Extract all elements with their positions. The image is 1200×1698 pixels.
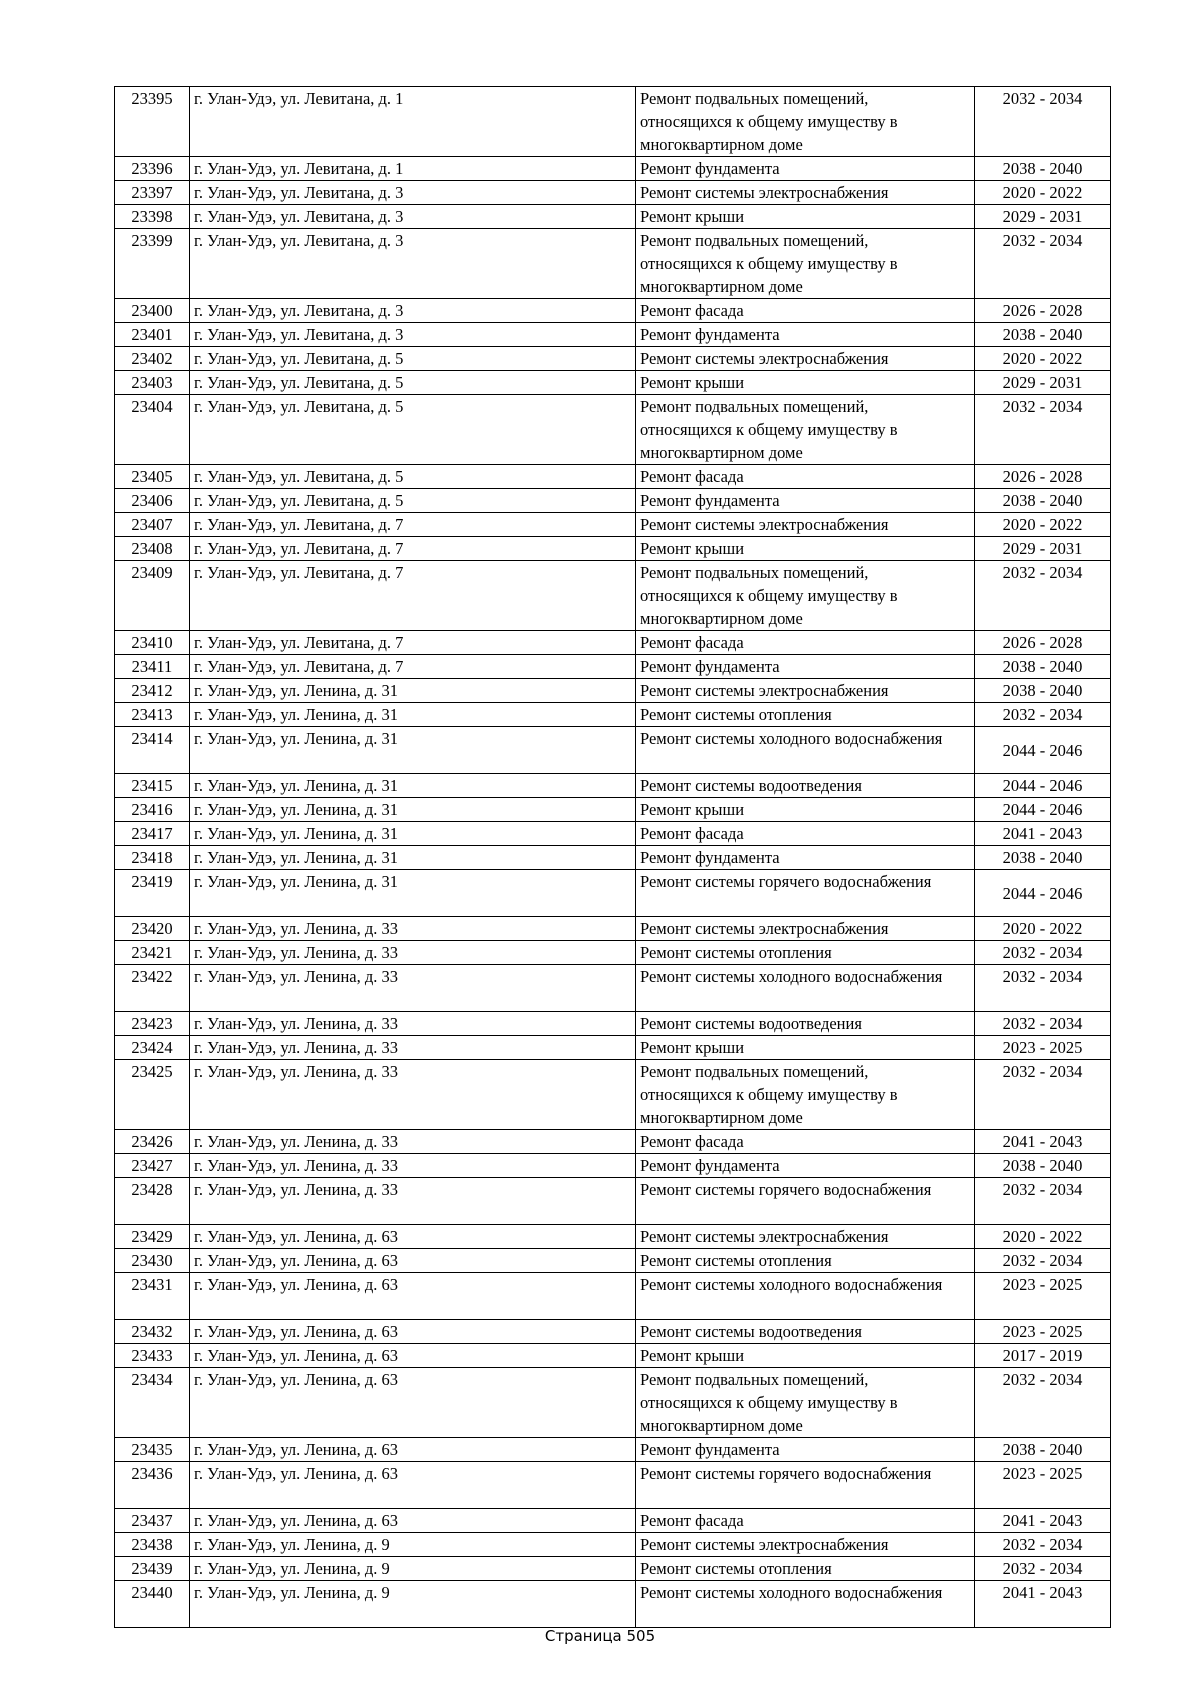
work-type-cell bbox=[636, 181, 975, 205]
work-type-line: относящихся к общему имуществу в bbox=[640, 1085, 898, 1104]
page-number: Страница 505 bbox=[544, 1627, 656, 1645]
row-number: 23439 bbox=[115, 1557, 190, 1581]
address-cell: г. Улан-Удэ, ул. Ленина, д. 31 bbox=[190, 822, 636, 846]
address-cell: г. Улан-Удэ, ул. Ленина, д. 33 bbox=[190, 1012, 636, 1036]
period-cell: 2038 - 2040 bbox=[975, 489, 1111, 513]
period-cell: 2038 - 2040 bbox=[975, 1154, 1111, 1178]
period-cell: 2023 - 2025 bbox=[975, 1462, 1111, 1509]
table-row bbox=[115, 1462, 1111, 1509]
period-cell: 2026 - 2028 bbox=[975, 631, 1111, 655]
row-number: 23424 bbox=[115, 1036, 190, 1060]
period-cell: 2032 - 2034 bbox=[975, 965, 1111, 1012]
work-type-cell bbox=[636, 1368, 975, 1438]
address-cell: г. Улан-Удэ, ул. Левитана, д. 1 bbox=[190, 157, 636, 181]
row-number: 23432 bbox=[115, 1320, 190, 1344]
table-row bbox=[115, 679, 1111, 703]
table-row bbox=[115, 1060, 1111, 1130]
work-type-cell bbox=[636, 1509, 975, 1533]
table-row bbox=[115, 465, 1111, 489]
work-type-line: многоквартирном доме bbox=[640, 277, 803, 296]
period-cell: 2044 - 2046 bbox=[975, 870, 1111, 917]
work-type-line: Ремонт фасада bbox=[640, 467, 744, 486]
address-cell: г. Улан-Удэ, ул. Ленина, д. 63 bbox=[190, 1344, 636, 1368]
table-body bbox=[115, 87, 1111, 1628]
work-type-cell bbox=[636, 727, 975, 774]
row-number: 23430 bbox=[115, 1249, 190, 1273]
table-row bbox=[115, 631, 1111, 655]
address-cell: г. Улан-Удэ, ул. Левитана, д. 7 bbox=[190, 513, 636, 537]
work-type-line: Ремонт крыши bbox=[640, 1038, 745, 1057]
table-row bbox=[115, 299, 1111, 323]
work-type-line: Ремонт системы холодного водоснабжения bbox=[640, 1583, 943, 1602]
period-cell: 2020 - 2022 bbox=[975, 513, 1111, 537]
period-cell: 2017 - 2019 bbox=[975, 1344, 1111, 1368]
row-number: 23405 bbox=[115, 465, 190, 489]
work-type-line: Ремонт фундамента bbox=[640, 1440, 780, 1459]
row-number: 23406 bbox=[115, 489, 190, 513]
address-cell: г. Улан-Удэ, ул. Левитана, д. 7 bbox=[190, 537, 636, 561]
period-cell: 2026 - 2028 bbox=[975, 465, 1111, 489]
address-cell: г. Улан-Удэ, ул. Левитана, д. 5 bbox=[190, 489, 636, 513]
address-cell: г. Улан-Удэ, ул. Ленина, д. 63 bbox=[190, 1462, 636, 1509]
work-type-cell bbox=[636, 846, 975, 870]
work-type-line: Ремонт системы отопления bbox=[640, 1251, 832, 1270]
row-number: 23397 bbox=[115, 181, 190, 205]
row-number: 23414 bbox=[115, 727, 190, 774]
address-cell: г. Улан-Удэ, ул. Левитана, д. 3 bbox=[190, 205, 636, 229]
table-row bbox=[115, 513, 1111, 537]
table-row bbox=[115, 1154, 1111, 1178]
work-type-line: Ремонт системы водоотведения bbox=[640, 776, 862, 795]
table-row bbox=[115, 1320, 1111, 1344]
period-cell: 2029 - 2031 bbox=[975, 371, 1111, 395]
work-type-line: относящихся к общему имуществу в bbox=[640, 254, 898, 273]
work-type-cell bbox=[636, 299, 975, 323]
work-type-line: многоквартирном доме bbox=[640, 609, 803, 628]
work-type-line: Ремонт крыши bbox=[640, 207, 745, 226]
work-type-line: Ремонт подвальных помещений, bbox=[640, 1370, 869, 1389]
table-row bbox=[115, 1178, 1111, 1225]
address-cell: г. Улан-Удэ, ул. Ленина, д. 33 bbox=[190, 917, 636, 941]
row-number: 23438 bbox=[115, 1533, 190, 1557]
work-type-line: Ремонт подвальных помещений, bbox=[640, 563, 869, 582]
address-cell: г. Улан-Удэ, ул. Ленина, д. 31 bbox=[190, 798, 636, 822]
address-cell: г. Улан-Удэ, ул. Ленина, д. 9 bbox=[190, 1581, 636, 1628]
table-row bbox=[115, 561, 1111, 631]
period-cell: 2038 - 2040 bbox=[975, 157, 1111, 181]
table-row bbox=[115, 157, 1111, 181]
work-type-cell bbox=[636, 631, 975, 655]
work-type-cell bbox=[636, 1060, 975, 1130]
work-type-cell bbox=[636, 870, 975, 917]
work-type-cell bbox=[636, 1320, 975, 1344]
period-cell: 2032 - 2034 bbox=[975, 1060, 1111, 1130]
period-cell: 2032 - 2034 bbox=[975, 941, 1111, 965]
work-type-line: Ремонт фундамента bbox=[640, 1156, 780, 1175]
address-cell: г. Улан-Удэ, ул. Ленина, д. 31 bbox=[190, 846, 636, 870]
work-type-line: Ремонт системы электроснабжения bbox=[640, 515, 889, 534]
row-number: 23417 bbox=[115, 822, 190, 846]
work-type-line: относящихся к общему имуществу в bbox=[640, 112, 898, 131]
work-type-line: Ремонт системы горячего водоснабжения bbox=[640, 1180, 932, 1199]
work-type-cell bbox=[636, 1533, 975, 1557]
table-row bbox=[115, 1509, 1111, 1533]
table-row bbox=[115, 727, 1111, 774]
row-number: 23425 bbox=[115, 1060, 190, 1130]
work-type-cell bbox=[636, 1344, 975, 1368]
table-row bbox=[115, 1249, 1111, 1273]
address-cell: г. Улан-Удэ, ул. Ленина, д. 31 bbox=[190, 703, 636, 727]
work-type-line: многоквартирном доме bbox=[640, 1416, 803, 1435]
period-cell: 2032 - 2034 bbox=[975, 561, 1111, 631]
address-cell: г. Улан-Удэ, ул. Ленина, д. 33 bbox=[190, 965, 636, 1012]
row-number: 23402 bbox=[115, 347, 190, 371]
work-type-cell bbox=[636, 703, 975, 727]
period-cell: 2032 - 2034 bbox=[975, 1012, 1111, 1036]
work-type-line: многоквартирном доме bbox=[640, 135, 803, 154]
row-number: 23440 bbox=[115, 1581, 190, 1628]
work-type-cell bbox=[636, 323, 975, 347]
table-row bbox=[115, 1225, 1111, 1249]
work-type-line: Ремонт системы отопления bbox=[640, 943, 832, 962]
address-cell: г. Улан-Удэ, ул. Ленина, д. 33 bbox=[190, 1036, 636, 1060]
row-number: 23407 bbox=[115, 513, 190, 537]
row-number: 23409 bbox=[115, 561, 190, 631]
work-type-line: Ремонт системы горячего водоснабжения bbox=[640, 872, 932, 891]
address-cell: г. Улан-Удэ, ул. Ленина, д. 33 bbox=[190, 1178, 636, 1225]
table-row bbox=[115, 1533, 1111, 1557]
period-cell: 2044 - 2046 bbox=[975, 727, 1111, 774]
period-cell: 2032 - 2034 bbox=[975, 1249, 1111, 1273]
row-number: 23410 bbox=[115, 631, 190, 655]
row-number: 23418 bbox=[115, 846, 190, 870]
work-type-cell bbox=[636, 679, 975, 703]
period-cell: 2020 - 2022 bbox=[975, 917, 1111, 941]
work-type-line: относящихся к общему имуществу в bbox=[640, 420, 898, 439]
row-number: 23413 bbox=[115, 703, 190, 727]
work-type-cell bbox=[636, 229, 975, 299]
table-row bbox=[115, 703, 1111, 727]
work-type-cell bbox=[636, 1273, 975, 1320]
work-type-cell bbox=[636, 489, 975, 513]
table-row bbox=[115, 371, 1111, 395]
period-cell: 2044 - 2046 bbox=[975, 798, 1111, 822]
table-row bbox=[115, 1012, 1111, 1036]
period-cell: 2038 - 2040 bbox=[975, 679, 1111, 703]
period-cell: 2032 - 2034 bbox=[975, 1533, 1111, 1557]
work-type-cell bbox=[636, 1249, 975, 1273]
period-cell: 2032 - 2034 bbox=[975, 229, 1111, 299]
period-cell: 2038 - 2040 bbox=[975, 323, 1111, 347]
table-row bbox=[115, 1036, 1111, 1060]
period-cell: 2041 - 2043 bbox=[975, 1581, 1111, 1628]
work-type-cell bbox=[636, 1012, 975, 1036]
work-type-line: Ремонт фасада bbox=[640, 633, 744, 652]
table-row bbox=[115, 205, 1111, 229]
repair-schedule-table bbox=[114, 86, 1111, 1628]
row-number: 23421 bbox=[115, 941, 190, 965]
row-number: 23412 bbox=[115, 679, 190, 703]
work-type-cell bbox=[636, 347, 975, 371]
period-cell: 2032 - 2034 bbox=[975, 1178, 1111, 1225]
row-number: 23435 bbox=[115, 1438, 190, 1462]
work-type-cell bbox=[636, 561, 975, 631]
work-type-line: Ремонт подвальных помещений, bbox=[640, 1062, 869, 1081]
work-type-cell bbox=[636, 774, 975, 798]
table-row bbox=[115, 655, 1111, 679]
period-cell: 2032 - 2034 bbox=[975, 1368, 1111, 1438]
address-cell: г. Улан-Удэ, ул. Ленина, д. 33 bbox=[190, 1060, 636, 1130]
work-type-cell bbox=[636, 87, 975, 157]
address-cell: г. Улан-Удэ, ул. Левитана, д. 5 bbox=[190, 371, 636, 395]
work-type-cell bbox=[636, 965, 975, 1012]
work-type-line: Ремонт фундамента bbox=[640, 491, 780, 510]
address-cell: г. Улан-Удэ, ул. Левитана, д. 5 bbox=[190, 395, 636, 465]
work-type-line: Ремонт фасада bbox=[640, 1132, 744, 1151]
row-number: 23400 bbox=[115, 299, 190, 323]
work-type-line: Ремонт системы холодного водоснабжения bbox=[640, 967, 943, 986]
work-type-line: Ремонт фундамента bbox=[640, 657, 780, 676]
period-cell: 2020 - 2022 bbox=[975, 347, 1111, 371]
work-type-cell bbox=[636, 822, 975, 846]
row-number: 23428 bbox=[115, 1178, 190, 1225]
address-cell: г. Улан-Удэ, ул. Ленина, д. 31 bbox=[190, 727, 636, 774]
row-number: 23422 bbox=[115, 965, 190, 1012]
work-type-line: Ремонт фасада bbox=[640, 301, 744, 320]
address-cell: г. Улан-Удэ, ул. Ленина, д. 63 bbox=[190, 1320, 636, 1344]
work-type-cell bbox=[636, 1462, 975, 1509]
work-type-cell bbox=[636, 465, 975, 489]
row-number: 23416 bbox=[115, 798, 190, 822]
address-cell: г. Улан-Удэ, ул. Левитана, д. 3 bbox=[190, 323, 636, 347]
table-row bbox=[115, 941, 1111, 965]
work-type-line: Ремонт системы холодного водоснабжения bbox=[640, 729, 943, 748]
work-type-cell bbox=[636, 395, 975, 465]
work-type-line: Ремонт крыши bbox=[640, 373, 745, 392]
work-type-line: относящихся к общему имуществу в bbox=[640, 586, 898, 605]
work-type-cell bbox=[636, 537, 975, 561]
work-type-line: Ремонт системы водоотведения bbox=[640, 1014, 862, 1033]
period-cell: 2032 - 2034 bbox=[975, 395, 1111, 465]
address-cell: г. Улан-Удэ, ул. Левитана, д. 5 bbox=[190, 465, 636, 489]
row-number: 23427 bbox=[115, 1154, 190, 1178]
period-cell: 2038 - 2040 bbox=[975, 846, 1111, 870]
period-cell: 2044 - 2046 bbox=[975, 774, 1111, 798]
address-cell: г. Улан-Удэ, ул. Ленина, д. 9 bbox=[190, 1533, 636, 1557]
address-cell: г. Улан-Удэ, ул. Левитана, д. 7 bbox=[190, 631, 636, 655]
table-row bbox=[115, 87, 1111, 157]
period-cell: 2032 - 2034 bbox=[975, 1557, 1111, 1581]
address-cell: г. Улан-Удэ, ул. Левитана, д. 7 bbox=[190, 655, 636, 679]
work-type-line: Ремонт системы водоотведения bbox=[640, 1322, 862, 1341]
work-type-line: Ремонт системы горячего водоснабжения bbox=[640, 1464, 932, 1483]
period-cell: 2038 - 2040 bbox=[975, 655, 1111, 679]
work-type-cell bbox=[636, 655, 975, 679]
address-cell: г. Улан-Удэ, ул. Ленина, д. 63 bbox=[190, 1273, 636, 1320]
work-type-line: Ремонт подвальных помещений, bbox=[640, 397, 869, 416]
table-row bbox=[115, 489, 1111, 513]
table-row bbox=[115, 1344, 1111, 1368]
row-number: 23419 bbox=[115, 870, 190, 917]
work-type-line: Ремонт подвальных помещений, bbox=[640, 89, 869, 108]
work-type-cell bbox=[636, 1557, 975, 1581]
work-type-line: Ремонт фасада bbox=[640, 1511, 744, 1530]
work-type-cell bbox=[636, 371, 975, 395]
row-number: 23415 bbox=[115, 774, 190, 798]
table-row bbox=[115, 1368, 1111, 1438]
address-cell: г. Улан-Удэ, ул. Ленина, д. 31 bbox=[190, 679, 636, 703]
work-type-line: Ремонт фасада bbox=[640, 824, 744, 843]
work-type-cell bbox=[636, 1581, 975, 1628]
row-number: 23426 bbox=[115, 1130, 190, 1154]
work-type-line: Ремонт системы электроснабжения bbox=[640, 183, 889, 202]
work-type-cell bbox=[636, 205, 975, 229]
work-type-cell bbox=[636, 1438, 975, 1462]
row-number: 23429 bbox=[115, 1225, 190, 1249]
work-type-cell bbox=[636, 1036, 975, 1060]
period-cell: 2029 - 2031 bbox=[975, 205, 1111, 229]
period-cell: 2020 - 2022 bbox=[975, 181, 1111, 205]
work-type-line: Ремонт крыши bbox=[640, 800, 745, 819]
work-type-line: Ремонт фундамента bbox=[640, 325, 780, 344]
row-number: 23396 bbox=[115, 157, 190, 181]
table-row bbox=[115, 181, 1111, 205]
table-row bbox=[115, 1557, 1111, 1581]
work-type-cell bbox=[636, 917, 975, 941]
period-cell: 2032 - 2034 bbox=[975, 703, 1111, 727]
period-cell: 2038 - 2040 bbox=[975, 1438, 1111, 1462]
period-cell: 2023 - 2025 bbox=[975, 1320, 1111, 1344]
work-type-line: Ремонт системы электроснабжения bbox=[640, 1227, 889, 1246]
address-cell: г. Улан-Удэ, ул. Ленина, д. 63 bbox=[190, 1368, 636, 1438]
period-cell: 2041 - 2043 bbox=[975, 822, 1111, 846]
row-number: 23433 bbox=[115, 1344, 190, 1368]
row-number: 23423 bbox=[115, 1012, 190, 1036]
work-type-cell bbox=[636, 1225, 975, 1249]
row-number: 23420 bbox=[115, 917, 190, 941]
address-cell: г. Улан-Удэ, ул. Левитана, д. 7 bbox=[190, 561, 636, 631]
work-type-line: многоквартирном доме bbox=[640, 443, 803, 462]
row-number: 23395 bbox=[115, 87, 190, 157]
address-cell: г. Улан-Удэ, ул. Ленина, д. 63 bbox=[190, 1249, 636, 1273]
row-number: 23404 bbox=[115, 395, 190, 465]
table-row bbox=[115, 323, 1111, 347]
table-row bbox=[115, 229, 1111, 299]
table-row bbox=[115, 1130, 1111, 1154]
address-cell: г. Улан-Удэ, ул. Ленина, д. 31 bbox=[190, 774, 636, 798]
work-type-cell bbox=[636, 157, 975, 181]
work-type-line: Ремонт системы отопления bbox=[640, 705, 832, 724]
work-type-cell bbox=[636, 941, 975, 965]
address-cell: г. Улан-Удэ, ул. Ленина, д. 63 bbox=[190, 1225, 636, 1249]
row-number: 23408 bbox=[115, 537, 190, 561]
table-row bbox=[115, 917, 1111, 941]
table-row bbox=[115, 965, 1111, 1012]
address-cell: г. Улан-Удэ, ул. Ленина, д. 33 bbox=[190, 941, 636, 965]
address-cell: г. Улан-Удэ, ул. Левитана, д. 1 bbox=[190, 87, 636, 157]
work-type-cell bbox=[636, 798, 975, 822]
row-number: 23398 bbox=[115, 205, 190, 229]
address-cell: г. Улан-Удэ, ул. Ленина, д. 9 bbox=[190, 1557, 636, 1581]
work-type-line: Ремонт крыши bbox=[640, 539, 745, 558]
period-cell: 2023 - 2025 bbox=[975, 1273, 1111, 1320]
work-type-cell bbox=[636, 513, 975, 537]
period-cell: 2020 - 2022 bbox=[975, 1225, 1111, 1249]
work-type-cell bbox=[636, 1154, 975, 1178]
table-row bbox=[115, 846, 1111, 870]
address-cell: г. Улан-Удэ, ул. Левитана, д. 3 bbox=[190, 181, 636, 205]
row-number: 23399 bbox=[115, 229, 190, 299]
table-row bbox=[115, 1581, 1111, 1628]
period-cell: 2029 - 2031 bbox=[975, 537, 1111, 561]
table-row bbox=[115, 537, 1111, 561]
table-row bbox=[115, 1438, 1111, 1462]
work-type-line: Ремонт крыши bbox=[640, 1346, 745, 1365]
period-cell: 2041 - 2043 bbox=[975, 1130, 1111, 1154]
work-type-line: Ремонт системы электроснабжения bbox=[640, 919, 889, 938]
work-type-line: Ремонт фундамента bbox=[640, 848, 780, 867]
table-row bbox=[115, 870, 1111, 917]
work-type-line: Ремонт системы электроснабжения bbox=[640, 681, 889, 700]
row-number: 23434 bbox=[115, 1368, 190, 1438]
work-type-cell bbox=[636, 1130, 975, 1154]
row-number: 23437 bbox=[115, 1509, 190, 1533]
work-type-line: Ремонт фундамента bbox=[640, 159, 780, 178]
period-cell: 2041 - 2043 bbox=[975, 1509, 1111, 1533]
work-type-line: относящихся к общему имуществу в bbox=[640, 1393, 898, 1412]
row-number: 23436 bbox=[115, 1462, 190, 1509]
address-cell: г. Улан-Удэ, ул. Ленина, д. 33 bbox=[190, 1130, 636, 1154]
address-cell: г. Улан-Удэ, ул. Ленина, д. 63 bbox=[190, 1438, 636, 1462]
work-type-line: Ремонт подвальных помещений, bbox=[640, 231, 869, 250]
row-number: 23411 bbox=[115, 655, 190, 679]
table-row bbox=[115, 774, 1111, 798]
period-cell: 2023 - 2025 bbox=[975, 1036, 1111, 1060]
row-number: 23431 bbox=[115, 1273, 190, 1320]
table-row bbox=[115, 347, 1111, 371]
row-number: 23403 bbox=[115, 371, 190, 395]
work-type-line: многоквартирном доме bbox=[640, 1108, 803, 1127]
row-number: 23401 bbox=[115, 323, 190, 347]
address-cell: г. Улан-Удэ, ул. Ленина, д. 63 bbox=[190, 1509, 636, 1533]
work-type-line: Ремонт системы холодного водоснабжения bbox=[640, 1275, 943, 1294]
table-row bbox=[115, 1273, 1111, 1320]
work-type-line: Ремонт системы электроснабжения bbox=[640, 1535, 889, 1554]
table-row bbox=[115, 822, 1111, 846]
period-cell: 2026 - 2028 bbox=[975, 299, 1111, 323]
table-row bbox=[115, 395, 1111, 465]
address-cell: г. Улан-Удэ, ул. Левитана, д. 5 bbox=[190, 347, 636, 371]
period-cell: 2032 - 2034 bbox=[975, 87, 1111, 157]
table-row bbox=[115, 798, 1111, 822]
address-cell: г. Улан-Удэ, ул. Ленина, д. 31 bbox=[190, 870, 636, 917]
address-cell: г. Улан-Удэ, ул. Левитана, д. 3 bbox=[190, 299, 636, 323]
work-type-line: Ремонт системы электроснабжения bbox=[640, 349, 889, 368]
address-cell: г. Улан-Удэ, ул. Ленина, д. 33 bbox=[190, 1154, 636, 1178]
address-cell: г. Улан-Удэ, ул. Левитана, д. 3 bbox=[190, 229, 636, 299]
work-type-cell bbox=[636, 1178, 975, 1225]
work-type-line: Ремонт системы отопления bbox=[640, 1559, 832, 1578]
